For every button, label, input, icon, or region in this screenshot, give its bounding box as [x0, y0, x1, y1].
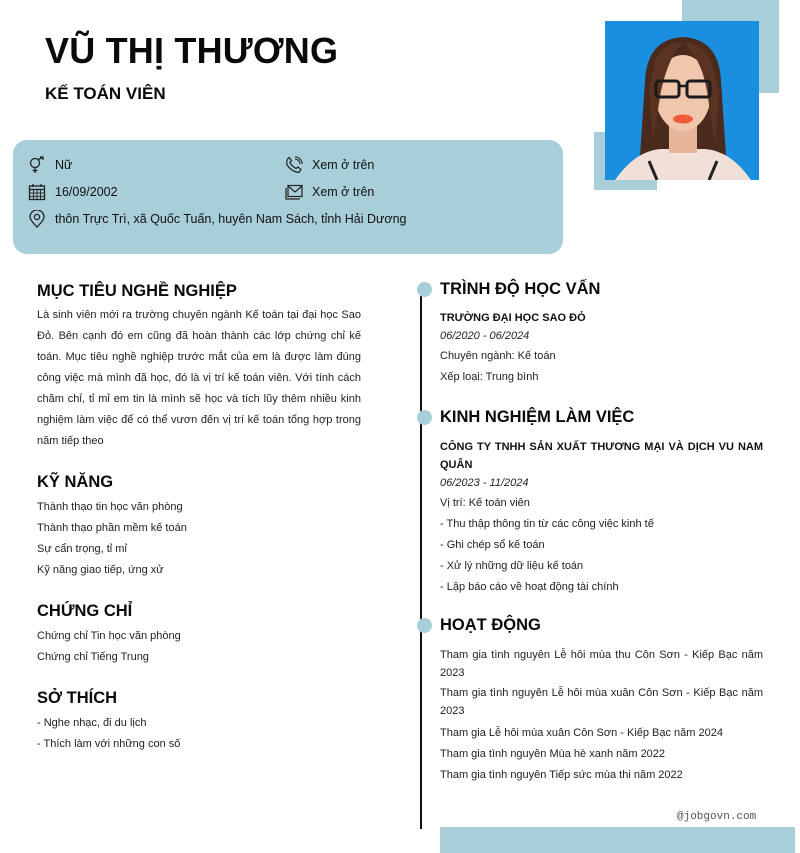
- skills-title: KỸ NĂNG: [37, 473, 114, 491]
- education-entry: [440, 309, 763, 388]
- address-row: [28, 210, 406, 228]
- skills-list: [37, 497, 187, 581]
- footer-accent-bar: [440, 827, 795, 853]
- skill-item: Thành thạo phần mềm kế toán: [37, 522, 187, 534]
- activity-item: Tham gia Lễ hôi mùa xuân Côn Sơn - Kiếp Bạc năm 2024: [440, 727, 723, 739]
- certificates-title: CHỨNG CHỈ: [37, 602, 133, 620]
- birthday-value: 16/09/2002: [55, 185, 118, 199]
- activity-item: Tham gia tình nguyên Lễ hôi mùa xuân Côn Sơn - Kiếp Bạc năm 2023: [440, 687, 763, 717]
- school-name: TRƯỜNG ĐẠI HỌC SAO ĐỎ: [440, 312, 586, 324]
- mail-icon: [285, 183, 303, 201]
- contact-info-card: [13, 140, 563, 254]
- experience-period: 06/2023 - 11/2024: [440, 477, 529, 489]
- skill-item: Kỹ năng giao tiếp, ứng xử: [37, 564, 164, 576]
- duty-item: - Ghi chép sổ kế toán: [440, 539, 545, 551]
- job-title: KẾ TOÁN VIÊN: [45, 84, 166, 103]
- watermark: @jobgovn.com: [677, 811, 757, 823]
- education-rank: Xếp loại: Trung bình: [440, 371, 539, 383]
- activity-item: Tham gia tình nguyên Lễ hôi mùa thu Côn Sơn - Kiếp Bạc năm 2023: [440, 649, 763, 679]
- timeline-dot-icon: [417, 410, 432, 425]
- education-period: 06/2020 - 06/2024: [440, 330, 530, 342]
- location-pin-icon: [28, 210, 46, 228]
- gender-row: [28, 156, 72, 174]
- timeline-line: [420, 296, 422, 829]
- objective-title: MỤC TIÊU NGHỀ NGHIỆP: [37, 282, 237, 300]
- activities-list: [440, 647, 763, 786]
- birthday-row: [28, 183, 118, 201]
- phone-row: [285, 156, 374, 174]
- duty-item: - Thu thập thông tin từ các công việc kinh tế: [440, 518, 654, 530]
- hobby-item: - Nghe nhạc, đi du lịch: [37, 717, 147, 729]
- experience-title: KINH NGHIỆM LÀM VIỆC: [440, 408, 635, 426]
- gender-value: Nữ: [55, 158, 73, 172]
- hobbies-list: [37, 713, 180, 755]
- objective-text: Là sinh viên mới ra trường chuyên ngành Kế toán tại đại học Sao Đỏ. Bên cạnh đó em cũng đã hoàn thành các lớp chứng chỉ kế toán. Mục tiêu nghề nghiệp trước mắt của em là được làm đúng công việc mà mình đã học, đó là vị trí kế toán viên. Với tính cách chăm chỉ, tỉ mỉ em tin là mình sẽ học và tích lũy thêm nhiều kinh nghiệm làm việc để có thể vươn đến vị trí kế toán tổng hợp trong năm tiếp theo: [37, 309, 361, 447]
- email-row: [285, 183, 374, 201]
- address-value: thôn Trực Trì, xã Quốc Tuấn, huyên Nam Sách, tỉnh Hải Dương: [55, 212, 407, 226]
- experience-position: Vị trí: Kế toán viên: [440, 497, 530, 509]
- skill-item: Thành thạo tin học văn phòng: [37, 501, 183, 513]
- education-major: Chuyên ngành: Kế toán: [440, 350, 556, 362]
- phone-icon: [285, 156, 303, 174]
- gender-icon: [28, 156, 46, 174]
- activity-item: Tham gia tình nguyên Mùa hè xanh năm 2022: [440, 748, 666, 760]
- timeline-dot-icon: [417, 618, 432, 633]
- company-name: CÔNG TY TNHH SẢN XUẤT THƯƠNG MẠI VÀ DỊCH VU NAM QUÂN: [440, 441, 763, 471]
- hobbies-title: SỞ THÍCH: [37, 689, 118, 707]
- activities-title: HOẠT ĐỘNG: [440, 616, 541, 634]
- hobby-item: - Thích làm với những con số: [37, 738, 181, 750]
- skill-item: Sự cẩn trọng, tỉ mỉ: [37, 543, 127, 555]
- experience-entry: [440, 438, 763, 598]
- timeline-dot-icon: [417, 282, 432, 297]
- activity-item: Tham gia tình nguyên Tiếp sức mùa thi năm 2022: [440, 769, 683, 781]
- certificates-list: [37, 626, 181, 668]
- phone-value: Xem ở trên: [312, 158, 375, 172]
- candidate-name: VŨ THỊ THƯƠNG: [45, 30, 339, 71]
- profile-photo: [605, 21, 759, 180]
- duty-item: - Xử lý những dữ liệu kế toán: [440, 560, 584, 572]
- education-title: TRÌNH ĐỘ HỌC VẤN: [440, 280, 601, 298]
- certificate-item: Chứng chỉ Tiếng Trung: [37, 651, 149, 663]
- duty-item: - Lập báo cáo về hoạt động tài chính: [440, 581, 619, 593]
- email-value: Xem ở trên: [312, 185, 375, 199]
- certificate-item: Chứng chỉ Tin học văn phòng: [37, 630, 181, 642]
- calendar-icon: [28, 183, 46, 201]
